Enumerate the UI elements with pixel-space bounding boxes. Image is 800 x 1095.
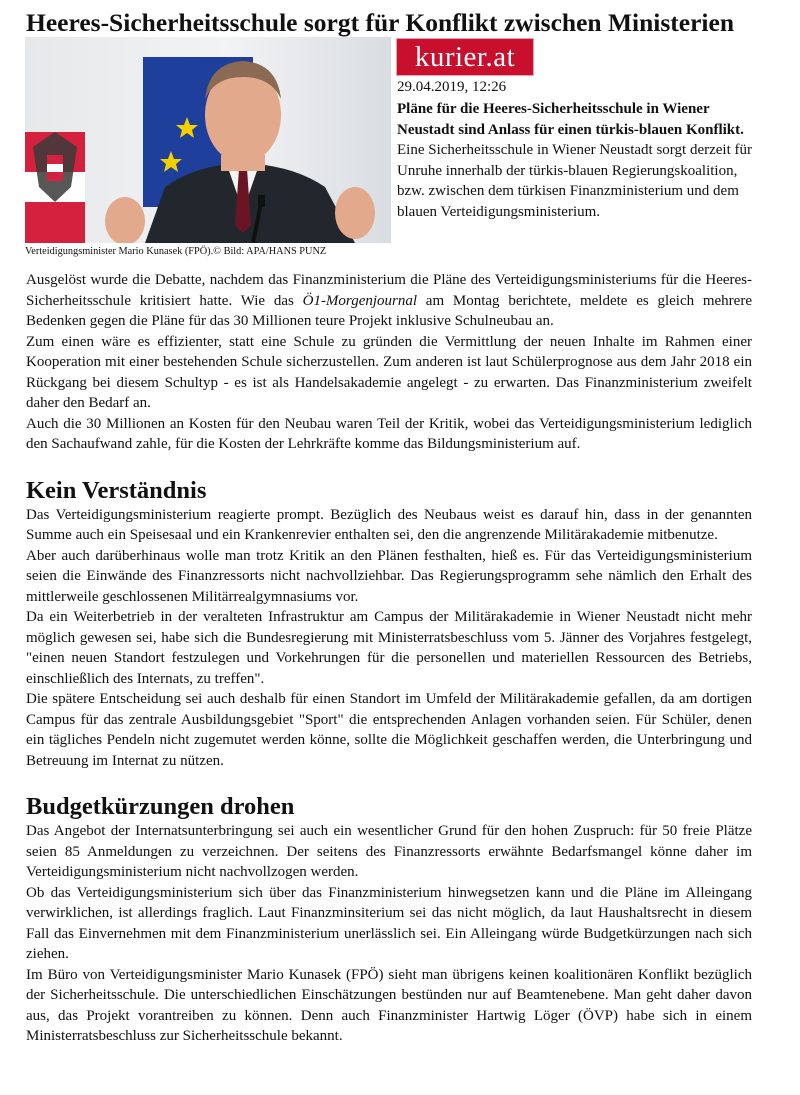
paragraph: Da ein Weiterbetrieb in der veralteten Infrastruktur am Campus der Militärakademie in Wiener Neustadt nicht mehr möglich gewesen sei, habe sich die Bundesregierung mit Ministerratsbeschluss vom 5. Jänner des Vorjahres festgelegt, "einen neuen Standort festzulegen und Vorkehrungen für die personellen und materiellen Ressourcen des Betriebs, einschließlich des Internats, zu treffen". <box>26 609 752 687</box>
section-heading: Kein Verständnis <box>26 476 207 504</box>
article-date: 29.04.2019, 12:26 <box>397 79 507 95</box>
text-run: Ausgelöst wurde die Debatte, nachdem das Finanzministerium die Pläne des Verteidigungsministeriums für die Heeres-Sicherheitsschule kritisiert hatte. Wie das <box>26 272 752 309</box>
hand-right <box>335 187 375 239</box>
paragraph: Das Angebot der Internatsunterbringung sei auch ein wesentlicher Grund für den hohen Zuspruch: für 50 freie Plätze seien 85 Anmeldungen zu verzeichnen. Der seitens des Finanzressorts erwähnte Bedarfsmangel könne daher im Verteidigungsministerium nicht nachvollzogen werden. <box>26 823 752 880</box>
source-mention: Ö1-Morgenjournal <box>302 292 418 309</box>
paragraph: Aber auch darüberhinaus wolle man trotz Kritik an den Plänen festhalten, hieß es. Für das Verteidigungsministerium seien die Einwände des Finanzressorts nicht nachvollziehbar. Das Regierungsprogramm sehe nämlich den Erhalt des mittlerweile geschlossenen Militärrealgymnasiums vor. <box>26 547 752 605</box>
hand-left <box>105 197 145 243</box>
article-lead <box>397 99 762 222</box>
photo-illustration <box>25 37 391 243</box>
text-run: am Montag berichtete, meldete es gleich mehrere Bedenken gegen die Pläne für das 30 Millionen teure Projekt inklusive Schulneubau an. <box>26 292 752 329</box>
paragraph: Im Büro von Verteidigungsminister Mario Kunasek (FPÖ) sieht man übrigens keinen koalitionären Konflikt bezüglich der Sicherheitsschule. Die unterschiedlichen Einschätzungen bestünden nur auf Beamtenebene. Man geht daher davon aus, das Projekt vorantreiben zu können. Denn auch Finanzminister Hartwig Löger (ÖVP) habe sich in einem Ministerratsbeschluss zur Sicherheitsschule bekannt. <box>26 966 752 1044</box>
kurier-logo <box>396 38 534 76</box>
politician-at-podium-photo <box>25 37 391 243</box>
photo-caption: Verteidigungsminister Mario Kunasek (FPÖ).© Bild: APA/HANS PUNZ <box>25 246 327 257</box>
paragraph <box>26 270 752 332</box>
paragraph: Die spätere Entscheidung sei auch deshalb für einen Standort im Umfeld der Militärakademie gefallen, da am dortigen Campus für das zentrale Ausbildungsgebiet "Sport" die entsprechenden Anlagen vorhanden seien. Für Schüler, denen ein tägliches Pendeln nicht zugemutet werden könne, sollte die Möglichkeit geschaffen werden, die Unterbringung und Betreuung im Internat zu nützen. <box>26 691 752 769</box>
article-headline: Heeres-Sicherheitsschule sorgt für Konflikt zwischen Ministerien <box>26 8 735 37</box>
logo-text: kurier.at <box>414 41 516 73</box>
paragraph: Zum einen wäre es effizienter, statt eine Schule zu gründen die Vermittlung der neuen Inhalte im Rahmen einer Kooperation mit einer bestehenden Schule sicherzustellen. Zum anderen ist laut Schülerprognose aus dem Jahr 2018 ein Rückgang bei diesem Schultyp - es ist als Handelsakademie angelegt - zu erwarten. Das Finanzministerium zweifelt daher den Bedarf an. <box>26 333 752 411</box>
paragraph: Das Verteidigungsministerium reagierte prompt. Bezüglich des Neubaus weist es darauf hin, dass in der genannten Summe auch ein Speisesaal und ein Krankenrevier enthalten sei, den die angrenzende Militärakademie mitbenutze. <box>26 506 752 543</box>
paragraph: Ob das Verteidigungsministerium sich über das Finanzministerium hinwegsetzen kann und die Pläne im Alleingang verwirklichen, ist allerdings fraglich. Laut Finanzminsiterium sei das nicht möglich, da laut Haushaltsrecht in diesem Fall das Einvernehmen mit dem Finanzministerium unerlässlich sei. Ein Alleingang würde Budgetkürzungen nach sich ziehen. <box>26 884 752 962</box>
article-body <box>26 270 752 1047</box>
paragraph: Auch die 30 Millionen an Kosten für den Neubau waren Teil der Kritik, wobei das Verteidigungsministerium lediglich den Sachaufwand zahle, für die Kosten der Lehrkräfte komme das Bildungsministerium auf. <box>26 415 752 452</box>
section-heading: Budgetkürzungen drohen <box>26 793 295 820</box>
lead-bold: Pläne für die Heeres-Sicherheitsschule in Wiener Neustadt sind Anlass für einen türkis-blauen Konflikt. <box>397 101 744 138</box>
lead-text: Eine Sicherheitsschule in Wiener Neustadt sorgt derzeit für Unruhe innerhalb der türkis-blauen Regierungskoalition, bzw. zwischen dem türkisen Finanzministerium und dem blauen Verteidigungsministerium. <box>397 142 752 220</box>
